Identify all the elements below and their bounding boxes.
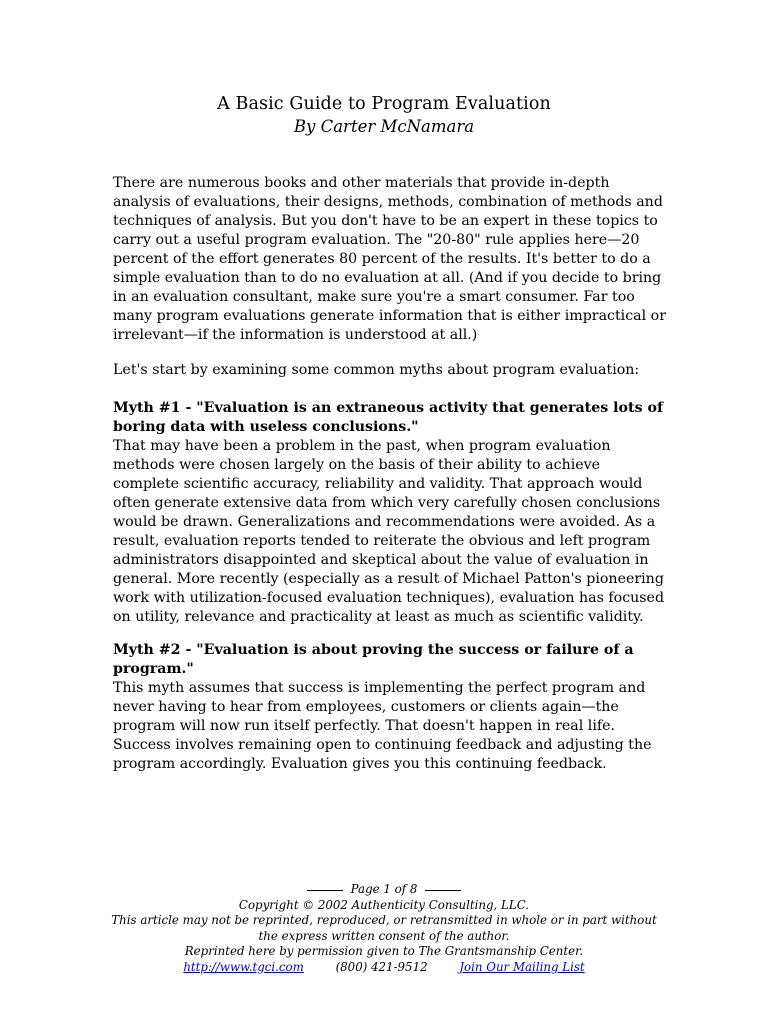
myth-body: This myth assumes that success is implementing the perfect program and never having to hear from employees, customers or clients again—the program will now run itself perfectly. That doesn't happen in real life. Success involves remaining open to continuing feedback and adjusting the program accordingly. Evaluation gives you this continuing feedback.: [113, 680, 652, 772]
website-link[interactable]: http://www.tgci.com: [183, 959, 304, 974]
page-indicator: Page 1 of 8: [350, 882, 418, 896]
footer-rule-left: [307, 890, 343, 891]
page-indicator-line: [0, 882, 768, 898]
footer-links: [0, 960, 768, 976]
myths-intro: Let's start by examining some common myths about program evaluation:: [113, 362, 640, 378]
intro-paragraph: There are numerous books and other materials that provide in-depth analysis of evaluations, their designs, methods, combination of methods and techniques of analysis. But you don't have to be an expert in these topics to carry out a useful program evaluation. The "20-80" rule applies here—20 percent of the effort generates 80 percent of the results. It's better to do a simple evaluation than to do no evaluation at all. (And if you decide to bring in an evaluation consultant, make sure you're a smart consumer. Far too many program evaluations generate information that is either impractical or irrelevant—if the information is understood at all.): [113, 175, 666, 343]
phone-number: (800) 421-9512: [335, 959, 428, 974]
myth-body: That may have been a problem in the past, when program evaluation methods were chosen largely on the basis of their ability to achieve complete scientific accuracy, reliability and validity. That approach would often generate extensive data from which very carefully chosen conclusions would be drawn. Generalizations and recommendations were avoided. As a result, evaluation reports tended to reiterate the obvious and left program administrators disappointed and skeptical about the value of evaluation in general. More recently (especially as a result of Michael Patton's pioneering work with utilization-focused evaluation techniques), evaluation has focused on utility, relevance and practicality at least as much as scientific validity.: [113, 438, 665, 625]
footer-rule-right: [425, 890, 461, 891]
myth-heading: Myth #2 - "Evaluation is about proving the success or failure of a program.": [113, 642, 634, 677]
page-footer: [0, 882, 768, 975]
myth-section: [113, 641, 668, 774]
reprint-restriction-line1: This article may not be reprinted, reproduced, or retransmitted in whole or in part without: [111, 913, 657, 927]
mailing-list-link[interactable]: Join Our Mailing List: [459, 959, 585, 974]
reprint-permission: Reprinted here by permission given to The Grantsmanship Center.: [184, 944, 584, 958]
copyright-notice: Copyright © 2002 Authenticity Consulting, LLC.: [238, 897, 530, 912]
author-byline: By Carter McNamara: [293, 117, 475, 136]
document-title: A Basic Guide to Program Evaluation: [217, 94, 551, 114]
myth-section: [113, 399, 668, 627]
myth-heading: Myth #1 - "Evaluation is an extraneous activity that generates lots of boring data with useless conclusions.": [113, 400, 664, 435]
reprint-restriction-line2: the express written consent of the author.: [258, 928, 510, 943]
